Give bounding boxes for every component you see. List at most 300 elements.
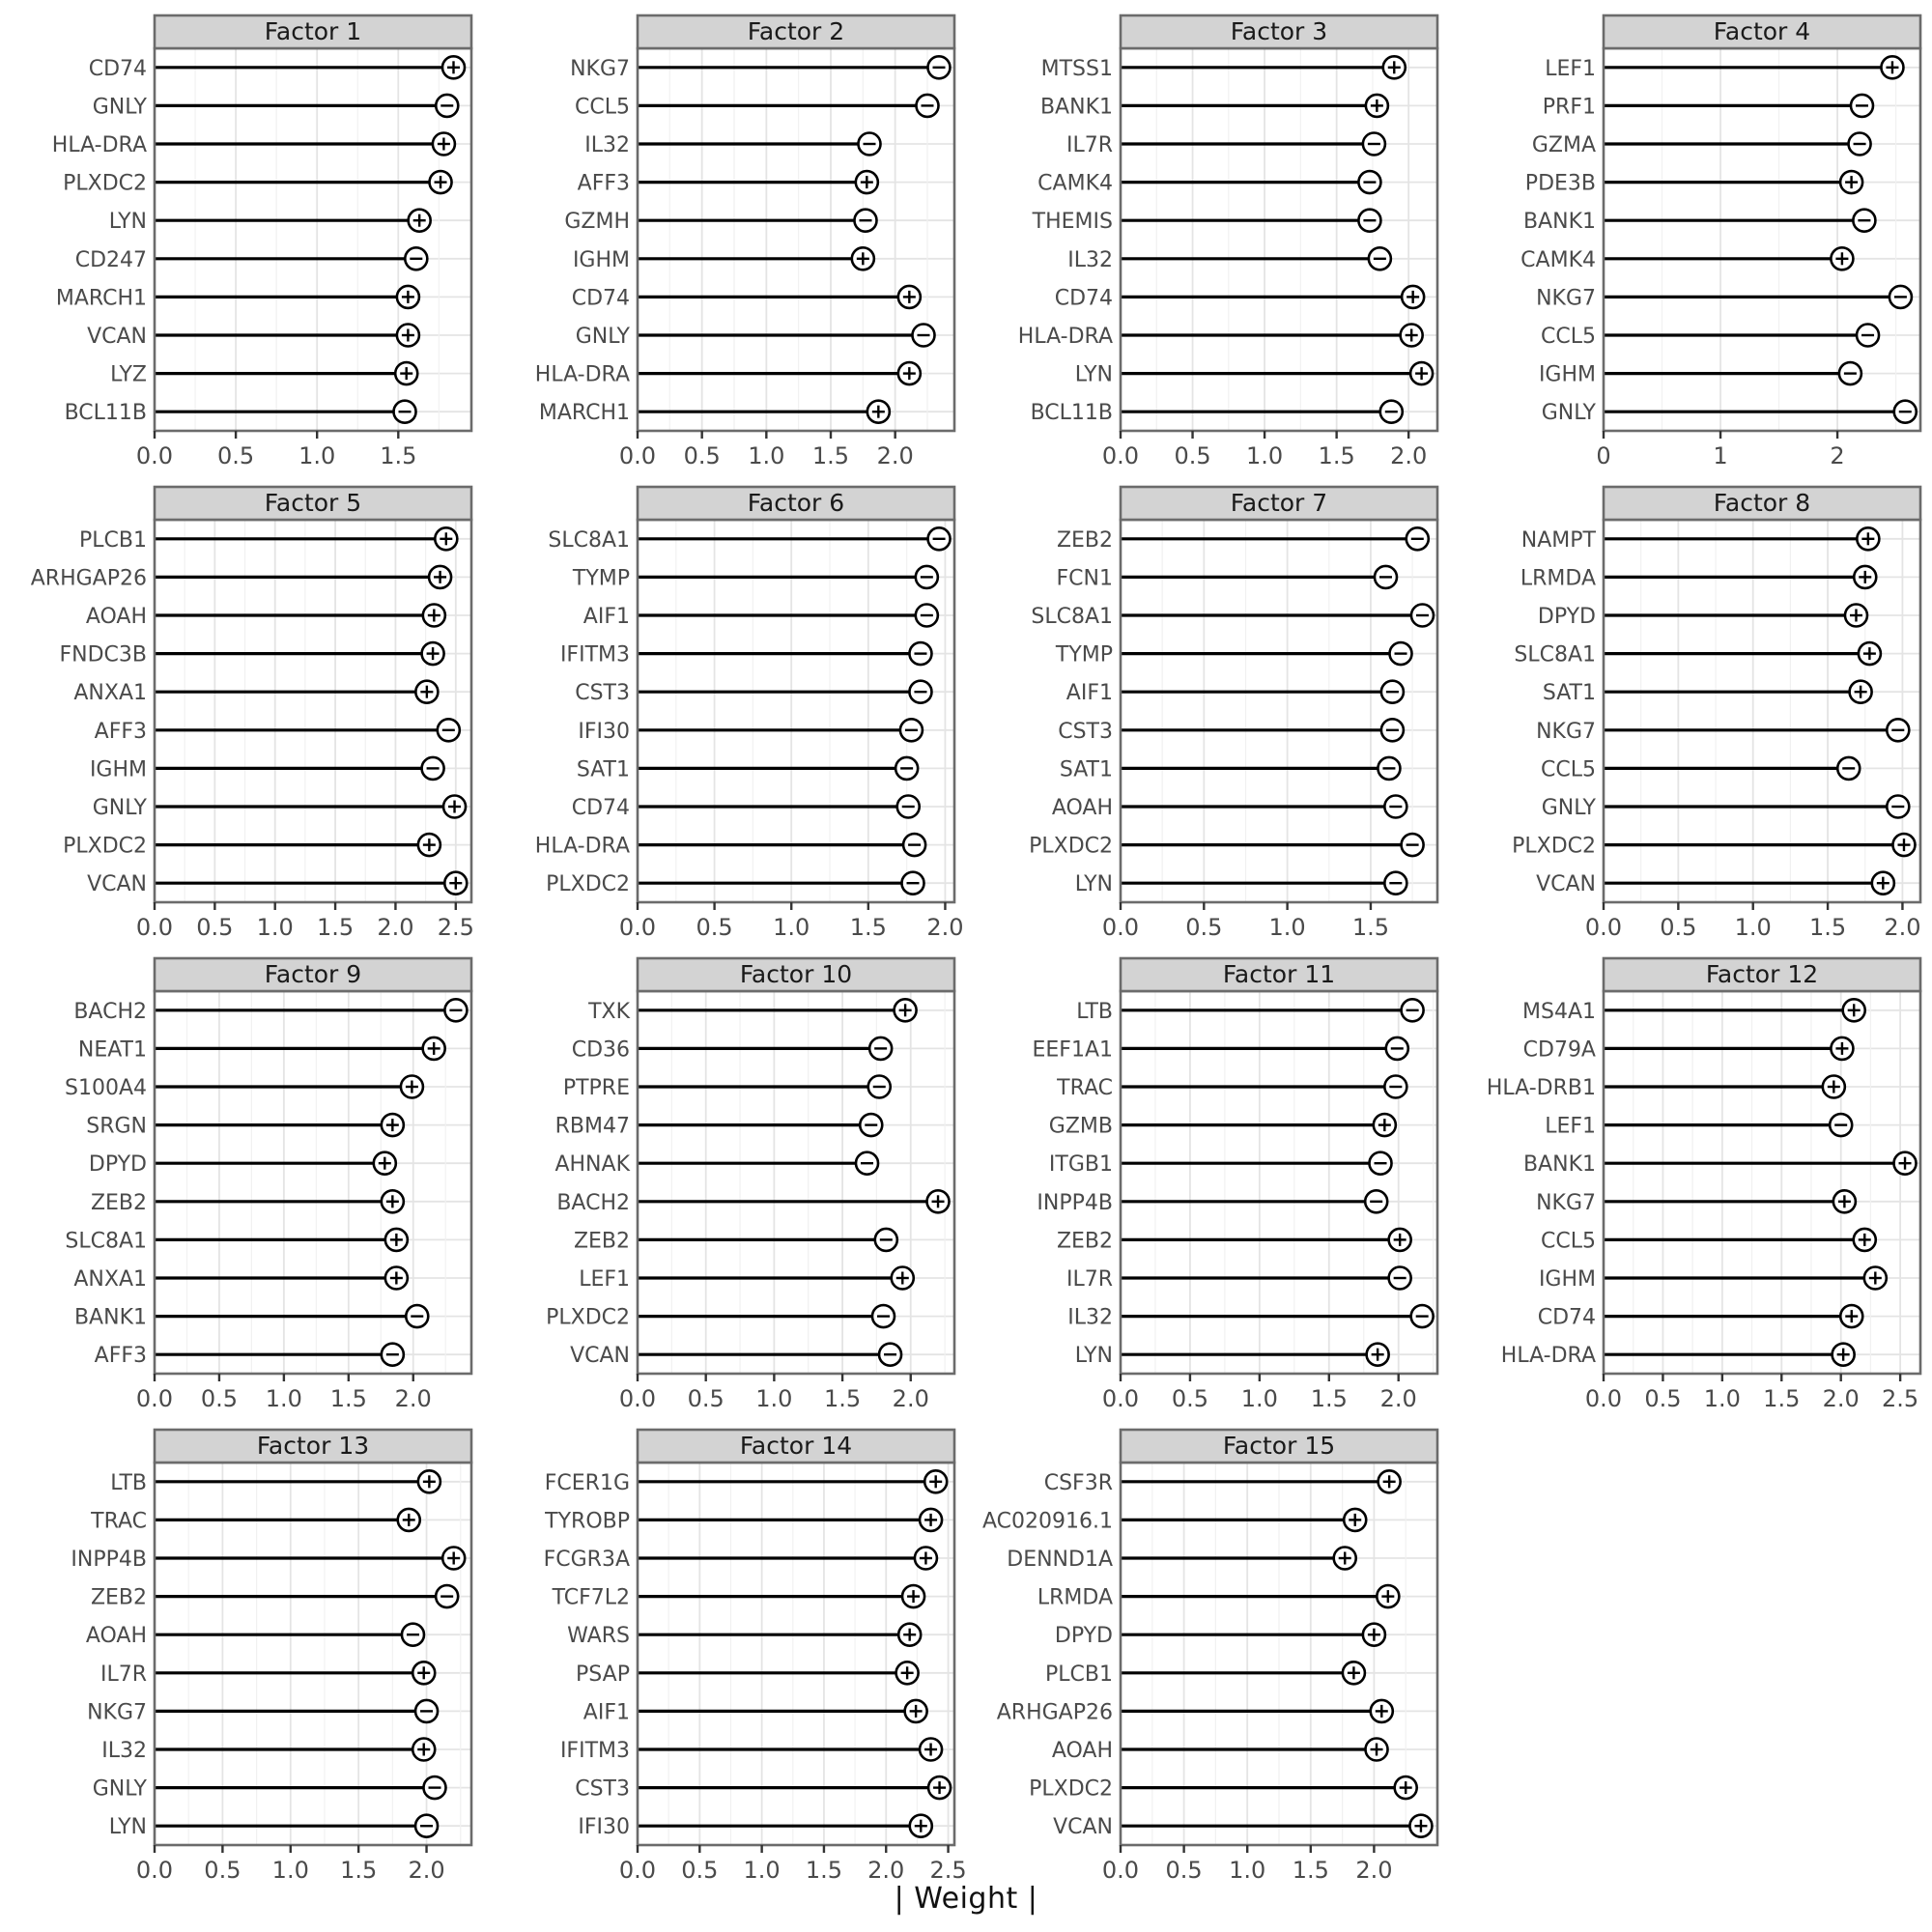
lollipop-marker-plus [1344, 1509, 1366, 1531]
gene-label: VCAN [87, 325, 147, 349]
gene-label: ARHGAP26 [30, 566, 147, 591]
gene-label: IL32 [584, 133, 630, 157]
gene-label: IL32 [1067, 247, 1113, 272]
lollipop-marker-plus [423, 1037, 445, 1060]
factor-panel-5 [0, 475, 483, 947]
factor-panel-cell-14 [483, 1418, 966, 1889]
lollipop-marker-plus [1363, 1624, 1385, 1646]
factor-panel-cell-13 [0, 1418, 483, 1889]
panel-title: Factor 6 [747, 489, 845, 517]
lollipop-marker-minus [1365, 1190, 1387, 1212]
gene-label: CST3 [575, 1776, 630, 1802]
lollipop-marker-minus [405, 247, 427, 270]
gene-label: AOAH [1051, 1739, 1113, 1763]
lollipop-marker-minus [859, 133, 881, 156]
x-tick-label: 0.5 [1660, 914, 1697, 941]
gene-label: CD247 [74, 247, 147, 272]
gene-label: AFF3 [94, 719, 147, 744]
lollipop-marker-minus [916, 566, 938, 588]
gene-label: PLXDC2 [1029, 1776, 1113, 1802]
x-tick-label: 1.0 [1703, 1385, 1741, 1412]
x-tick-label: 0 [1596, 442, 1611, 469]
gene-label: AOAH [85, 605, 147, 629]
gene-label: MARCH1 [538, 401, 630, 426]
lollipop-marker-plus [1857, 527, 1879, 550]
gene-label: PLXDC2 [546, 1305, 630, 1330]
lollipop-marker-minus [909, 681, 931, 703]
x-tick-label: 2.0 [408, 1857, 445, 1884]
gene-label: MS4A1 [1522, 999, 1596, 1024]
lollipop-marker-plus [418, 834, 440, 856]
gene-label: PLXDC2 [1512, 834, 1596, 859]
x-tick-label: 0.0 [135, 1385, 174, 1412]
lollipop-marker-minus [928, 56, 951, 78]
lollipop-marker-minus [1830, 1114, 1852, 1136]
panel-title: Factor 7 [1230, 489, 1328, 517]
lollipop-marker-plus [418, 1470, 440, 1492]
lollipop-marker-minus [1384, 872, 1406, 895]
lollipop-marker-minus [897, 796, 920, 818]
x-tick-label: 1.0 [298, 442, 336, 469]
x-tick-label: 0.5 [217, 442, 255, 469]
gene-label: THEMIS [1032, 210, 1113, 235]
factor-panel-cell-8 [1449, 475, 1932, 947]
x-tick-label: 1.0 [1229, 1857, 1266, 1884]
x-tick-label: 2.0 [377, 914, 414, 941]
x-tick-label: 1.5 [1763, 1385, 1801, 1412]
x-tick-label: 0.0 [135, 442, 174, 469]
x-axis-label-row [0, 1882, 1932, 1916]
panel-title: Factor 13 [256, 1432, 370, 1460]
gene-label: INPP4B [1037, 1190, 1113, 1215]
gene-label: PLXDC2 [1029, 834, 1113, 859]
lollipop-marker-plus [1831, 1037, 1853, 1060]
lollipop-marker-plus [429, 566, 451, 588]
lollipop-marker-minus [1894, 401, 1917, 423]
lollipop-marker-plus [1823, 1076, 1845, 1098]
lollipop-marker-minus [1406, 527, 1429, 550]
panel-title: Factor 8 [1713, 489, 1811, 517]
x-tick-label: 0.0 [618, 1857, 657, 1884]
gene-label: IGHM [572, 247, 630, 272]
x-tick-label: 1.0 [265, 1385, 302, 1412]
lollipop-marker-plus [1401, 325, 1423, 347]
lollipop-marker-plus [898, 286, 921, 308]
x-tick-label: 2.5 [1882, 1385, 1919, 1412]
gene-label: VCAN [87, 872, 147, 897]
factor-panel-7 [966, 475, 1449, 947]
factor-panel-cell-15 [966, 1418, 1449, 1889]
gene-label: BCL11B [64, 401, 147, 426]
x-tick-label: 1.5 [849, 914, 887, 941]
gene-label: IFITM3 [559, 1739, 630, 1763]
gene-label: DPYD [1054, 1624, 1113, 1649]
x-tick-label: 0.5 [200, 1385, 239, 1412]
gene-label: AOAH [85, 1624, 147, 1649]
factor-panel-cell-4 [1449, 4, 1932, 475]
x-tick-label: 1.0 [743, 1857, 781, 1884]
lollipop-marker-minus [1411, 1305, 1434, 1327]
x-tick-label: 1.5 [1292, 1857, 1329, 1884]
x-tick-label: 0.0 [1584, 914, 1623, 941]
gene-label: SLC8A1 [1031, 605, 1113, 629]
gene-label: HLA-DRA [1500, 1344, 1596, 1369]
lollipop-marker-minus [1837, 757, 1860, 780]
x-tick-label: 1.0 [1268, 914, 1306, 941]
lollipop-marker-plus [397, 286, 419, 308]
gene-label: IL7R [1065, 1267, 1113, 1292]
factor-panel-6 [483, 475, 966, 947]
gene-label: BANK1 [1039, 95, 1113, 120]
x-tick-label: 1.5 [1808, 914, 1847, 941]
x-tick-label: 1.5 [329, 1385, 367, 1412]
gene-label: S100A4 [64, 1076, 147, 1100]
gene-label: SAT1 [1059, 757, 1113, 782]
x-tick-label: 2.0 [926, 914, 964, 941]
lollipop-marker-plus [1894, 1152, 1917, 1175]
x-tick-label: 1.5 [823, 1385, 862, 1412]
x-tick-label: 0.0 [1101, 914, 1140, 941]
gene-label: PDE3B [1524, 171, 1596, 196]
gene-label: DENND1A [1007, 1548, 1113, 1572]
gene-label: LEF1 [1545, 1114, 1596, 1139]
gene-label: CCL5 [1541, 325, 1596, 349]
x-tick-label: 1 [1713, 442, 1728, 469]
panel-title: Factor 15 [1222, 1432, 1336, 1460]
gene-label: LYN [1074, 1344, 1113, 1369]
factor-panel-cell-3 [966, 4, 1449, 475]
x-tick-label: 2.0 [1884, 914, 1921, 941]
gene-label: AIF1 [582, 1700, 630, 1725]
gene-label: AIF1 [582, 605, 630, 629]
x-tick-label: 2.5 [929, 1857, 966, 1884]
x-tick-label: 1.5 [1310, 1385, 1348, 1412]
lollipop-marker-minus [1370, 1152, 1392, 1175]
x-tick-label: 2 [1830, 442, 1845, 469]
lollipop-marker-plus [1334, 1548, 1356, 1570]
gene-label: MARCH1 [55, 286, 147, 311]
lollipop-marker-minus [415, 1815, 438, 1837]
gene-label: PLCB1 [1045, 1662, 1113, 1687]
lollipop-marker-minus [875, 1229, 897, 1251]
lollipop-marker-plus [423, 605, 445, 627]
gene-label: SRGN [86, 1114, 147, 1139]
gene-label: PLXDC2 [63, 834, 147, 859]
gene-label: IL7R [1065, 133, 1113, 157]
x-tick-label: 0.0 [1101, 442, 1140, 469]
x-tick-label: 1.5 [811, 442, 850, 469]
x-tick-label: 0.5 [1174, 442, 1211, 469]
factor-panel-cell-12 [1449, 947, 1932, 1418]
lollipop-marker-minus [909, 642, 931, 665]
lollipop-marker-minus [860, 1114, 882, 1136]
x-tick-label: 0.5 [1185, 914, 1223, 941]
lollipop-marker-plus [892, 1267, 914, 1290]
lollipop-marker-plus [415, 681, 438, 703]
factor-panel-11 [966, 947, 1449, 1418]
gene-label: ZEB2 [1056, 1229, 1113, 1254]
lollipop-marker-minus [856, 1152, 878, 1175]
lollipop-marker-plus [435, 527, 457, 550]
lollipop-marker-plus [1864, 1267, 1887, 1290]
gene-label: AOAH [1051, 796, 1113, 820]
gene-label: NKG7 [1536, 719, 1596, 744]
lollipop-marker-minus [402, 1624, 424, 1646]
lollipop-marker-minus [415, 1700, 438, 1722]
x-tick-label: 1.0 [1246, 442, 1284, 469]
lollipop-marker-minus [1857, 325, 1879, 347]
lollipop-marker-plus [896, 1662, 919, 1684]
gene-label: IL32 [101, 1739, 147, 1763]
gene-label: AHNAK [554, 1152, 630, 1178]
lollipop-marker-plus [1831, 247, 1853, 270]
x-tick-label: 1.0 [1240, 1385, 1278, 1412]
gene-label: PSAP [576, 1662, 630, 1687]
x-tick-label: 0.5 [681, 1857, 719, 1884]
x-tick-label: 0.0 [1584, 1385, 1623, 1412]
lollipop-marker-plus [401, 1076, 423, 1098]
gene-label: SLC8A1 [548, 527, 630, 553]
lollipop-marker-minus [869, 1037, 892, 1060]
lollipop-marker-plus [1367, 1344, 1389, 1366]
gene-label: IL32 [1067, 1305, 1113, 1330]
gene-label: LRMDA [1520, 566, 1596, 591]
lollipop-marker-plus [395, 362, 417, 384]
gene-label: BANK1 [1522, 1152, 1596, 1178]
x-tick-label: 0.0 [618, 442, 657, 469]
panel-title: Factor 10 [739, 960, 853, 988]
gene-label: ZEB2 [90, 1190, 147, 1215]
lollipop-marker-minus [382, 1344, 404, 1366]
gene-label: GNLY [1541, 796, 1596, 820]
lollipop-marker-plus [382, 1114, 404, 1136]
gene-label: BACH2 [73, 999, 147, 1024]
gene-label: BANK1 [73, 1305, 147, 1330]
lollipop-marker-plus [1840, 171, 1862, 193]
gene-label: GNLY [575, 325, 630, 349]
gene-label: FCN1 [1056, 566, 1113, 591]
gene-label: HLA-DRA [51, 133, 147, 157]
gene-label: CCL5 [575, 95, 630, 120]
factor-panel-cell-1 [0, 4, 483, 475]
lollipop-marker-plus [1389, 1229, 1411, 1251]
lollipop-marker-minus [1849, 133, 1871, 156]
lollipop-marker-plus [1366, 95, 1388, 117]
lollipop-marker-plus [902, 1585, 924, 1607]
lollipop-marker-minus [1390, 642, 1412, 665]
panel-title: Factor 1 [264, 17, 362, 45]
lollipop-marker-minus [1386, 1037, 1408, 1060]
gene-label: FCER1G [544, 1470, 630, 1495]
lollipop-marker-plus [374, 1152, 396, 1175]
gene-label: AFF3 [94, 1344, 147, 1369]
gene-label: HLA-DRA [534, 362, 630, 387]
lollipop-marker-minus [438, 719, 460, 741]
x-tick-label: 1.5 [805, 1857, 843, 1884]
gene-label: GNLY [92, 796, 147, 820]
gene-label: CD74 [571, 796, 630, 820]
lollipop-marker-plus [1892, 834, 1915, 856]
x-tick-label: 1.0 [1734, 914, 1772, 941]
x-tick-label: 0.0 [135, 914, 174, 941]
gene-label: TYMP [1055, 642, 1113, 668]
gene-label: TRAC [1057, 1076, 1113, 1100]
lollipop-marker-plus [1859, 642, 1881, 665]
lollipop-marker-minus [903, 834, 925, 856]
lollipop-marker-plus [430, 171, 452, 193]
factor-panel-3 [966, 4, 1449, 475]
x-tick-label: 1.0 [773, 914, 810, 941]
gene-label: VCAN [1536, 872, 1596, 897]
gene-label: IGHM [89, 757, 147, 782]
gene-label: CST3 [575, 681, 630, 706]
gene-label: NKG7 [1536, 286, 1596, 311]
factor-panel-2 [483, 4, 966, 475]
gene-label: LTB [110, 1470, 147, 1495]
gene-label: ITGB1 [1048, 1152, 1113, 1178]
gene-label: CD74 [1054, 286, 1113, 311]
gene-label: LYN [108, 1815, 147, 1840]
gene-label: LEF1 [579, 1267, 630, 1292]
x-tick-label: 0.0 [618, 1385, 657, 1412]
lollipop-marker-minus [1358, 210, 1380, 232]
lollipop-marker-minus [1369, 247, 1391, 270]
lollipop-marker-plus [412, 1739, 435, 1761]
lollipop-marker-plus [927, 1190, 950, 1212]
lollipop-marker-minus [444, 999, 467, 1021]
gene-label: CAMK4 [1037, 171, 1113, 196]
x-tick-label: 0.0 [618, 914, 657, 941]
x-tick-label: 1.0 [755, 1385, 793, 1412]
lollipop-marker-minus [436, 95, 458, 117]
panel-title: Factor 11 [1222, 960, 1336, 988]
lollipop-marker-minus [855, 210, 877, 232]
x-tick-label: 1.5 [380, 442, 417, 469]
gene-label: FNDC3B [59, 642, 147, 668]
lollipop-marker-plus [1371, 1700, 1393, 1722]
x-tick-label: 2.0 [1355, 1857, 1393, 1884]
gene-label: TCF7L2 [552, 1585, 630, 1610]
lollipop-marker-plus [1854, 566, 1876, 588]
gene-label: GZMH [564, 210, 630, 235]
gene-label: ARHGAP26 [996, 1700, 1113, 1725]
gene-label: LYN [108, 210, 147, 235]
lollipop-marker-minus [868, 1076, 891, 1098]
lollipop-marker-minus [1389, 1267, 1411, 1290]
factor-panel-cell-5 [0, 475, 483, 947]
lollipop-marker-minus [1381, 681, 1404, 703]
lollipop-marker-plus [409, 210, 431, 232]
lollipop-marker-plus [895, 999, 917, 1021]
gene-label: LYZ [110, 362, 147, 387]
gene-label: CAMK4 [1520, 247, 1596, 272]
gene-label: NEAT1 [77, 1037, 147, 1063]
lollipop-marker-plus [1395, 1776, 1417, 1799]
x-tick-label: 2.0 [876, 442, 914, 469]
lollipop-marker-plus [385, 1267, 408, 1290]
lollipop-marker-minus [1853, 210, 1875, 232]
x-tick-label: 1.0 [256, 914, 294, 941]
factor-panel-1 [0, 4, 483, 475]
lollipop-marker-plus [1881, 56, 1903, 78]
gene-label: TYROBP [545, 1509, 630, 1534]
lollipop-marker-minus [1887, 719, 1909, 741]
x-tick-label: 2.0 [1822, 1385, 1860, 1412]
x-tick-label: 2.0 [892, 1385, 929, 1412]
gene-label: CD74 [88, 56, 147, 81]
gene-label: INPP4B [71, 1548, 147, 1572]
gene-label: NKG7 [570, 56, 630, 81]
gene-label: NKG7 [1536, 1190, 1596, 1215]
gene-label: PLXDC2 [546, 872, 630, 897]
x-tick-label: 0.0 [135, 1857, 174, 1884]
gene-label: PRF1 [1542, 95, 1596, 120]
gene-label: CD36 [571, 1037, 630, 1063]
lollipop-marker-minus [1384, 796, 1406, 818]
panel-title: Factor 5 [264, 489, 362, 517]
gene-label: ANXA1 [73, 681, 147, 706]
gene-label: IFI30 [578, 1815, 630, 1840]
x-axis-label: | Weight | [894, 1882, 1038, 1916]
lollipop-marker-plus [928, 1776, 951, 1799]
lollipop-marker-plus [898, 362, 921, 384]
factor-panel-cell-10 [483, 947, 966, 1418]
x-tick-label: 0.5 [696, 914, 733, 941]
factor-panel-13 [0, 1418, 483, 1889]
gene-label: WARS [567, 1624, 630, 1649]
lollipop-marker-minus [422, 757, 444, 780]
factor-panel-cell-11 [966, 947, 1449, 1418]
lollipop-marker-minus [900, 719, 923, 741]
lollipop-marker-minus [872, 1305, 895, 1327]
gene-label: PTPRE [562, 1076, 630, 1100]
gene-label: SLC8A1 [1514, 642, 1596, 668]
gene-label: ZEB2 [90, 1585, 147, 1610]
lollipop-marker-plus [1409, 1815, 1432, 1837]
gene-label: ANXA1 [73, 1267, 147, 1292]
gene-label: HLA-DRA [534, 834, 630, 859]
gene-label: IL7R [99, 1662, 147, 1687]
lollipop-marker-plus [924, 1470, 947, 1492]
gene-label: AIF1 [1065, 681, 1113, 706]
gene-label: GZMA [1531, 133, 1596, 157]
lollipop-marker-plus [412, 1662, 435, 1684]
gene-label: PLCB1 [79, 527, 147, 553]
factor-panel-8 [1449, 475, 1932, 947]
gene-label: VCAN [1053, 1815, 1113, 1840]
lollipop-marker-minus [1851, 95, 1873, 117]
gene-label: SLC8A1 [65, 1229, 147, 1254]
gene-label: LEF1 [1545, 56, 1596, 81]
lollipop-marker-plus [1383, 56, 1406, 78]
gene-label: EEF1A1 [1032, 1037, 1113, 1063]
x-tick-label: 2.0 [1379, 1385, 1417, 1412]
gene-label: IFI30 [578, 719, 630, 744]
gene-label: HLA-DRA [1017, 325, 1113, 349]
gene-label: TYMP [572, 566, 630, 591]
lollipop-marker-minus [1839, 362, 1861, 384]
panel-title: Factor 9 [264, 960, 362, 988]
lollipop-marker-minus [913, 325, 935, 347]
lollipop-marker-plus [1854, 1229, 1876, 1251]
lollipop-marker-minus [406, 1305, 428, 1327]
gene-label: TRAC [91, 1509, 147, 1534]
lollipop-marker-plus [1378, 1470, 1401, 1492]
factor-panel-cell-9 [0, 947, 483, 1418]
factor-panel-15 [966, 1418, 1449, 1889]
panel-title: Factor 2 [747, 17, 845, 45]
lollipop-marker-minus [394, 401, 416, 423]
